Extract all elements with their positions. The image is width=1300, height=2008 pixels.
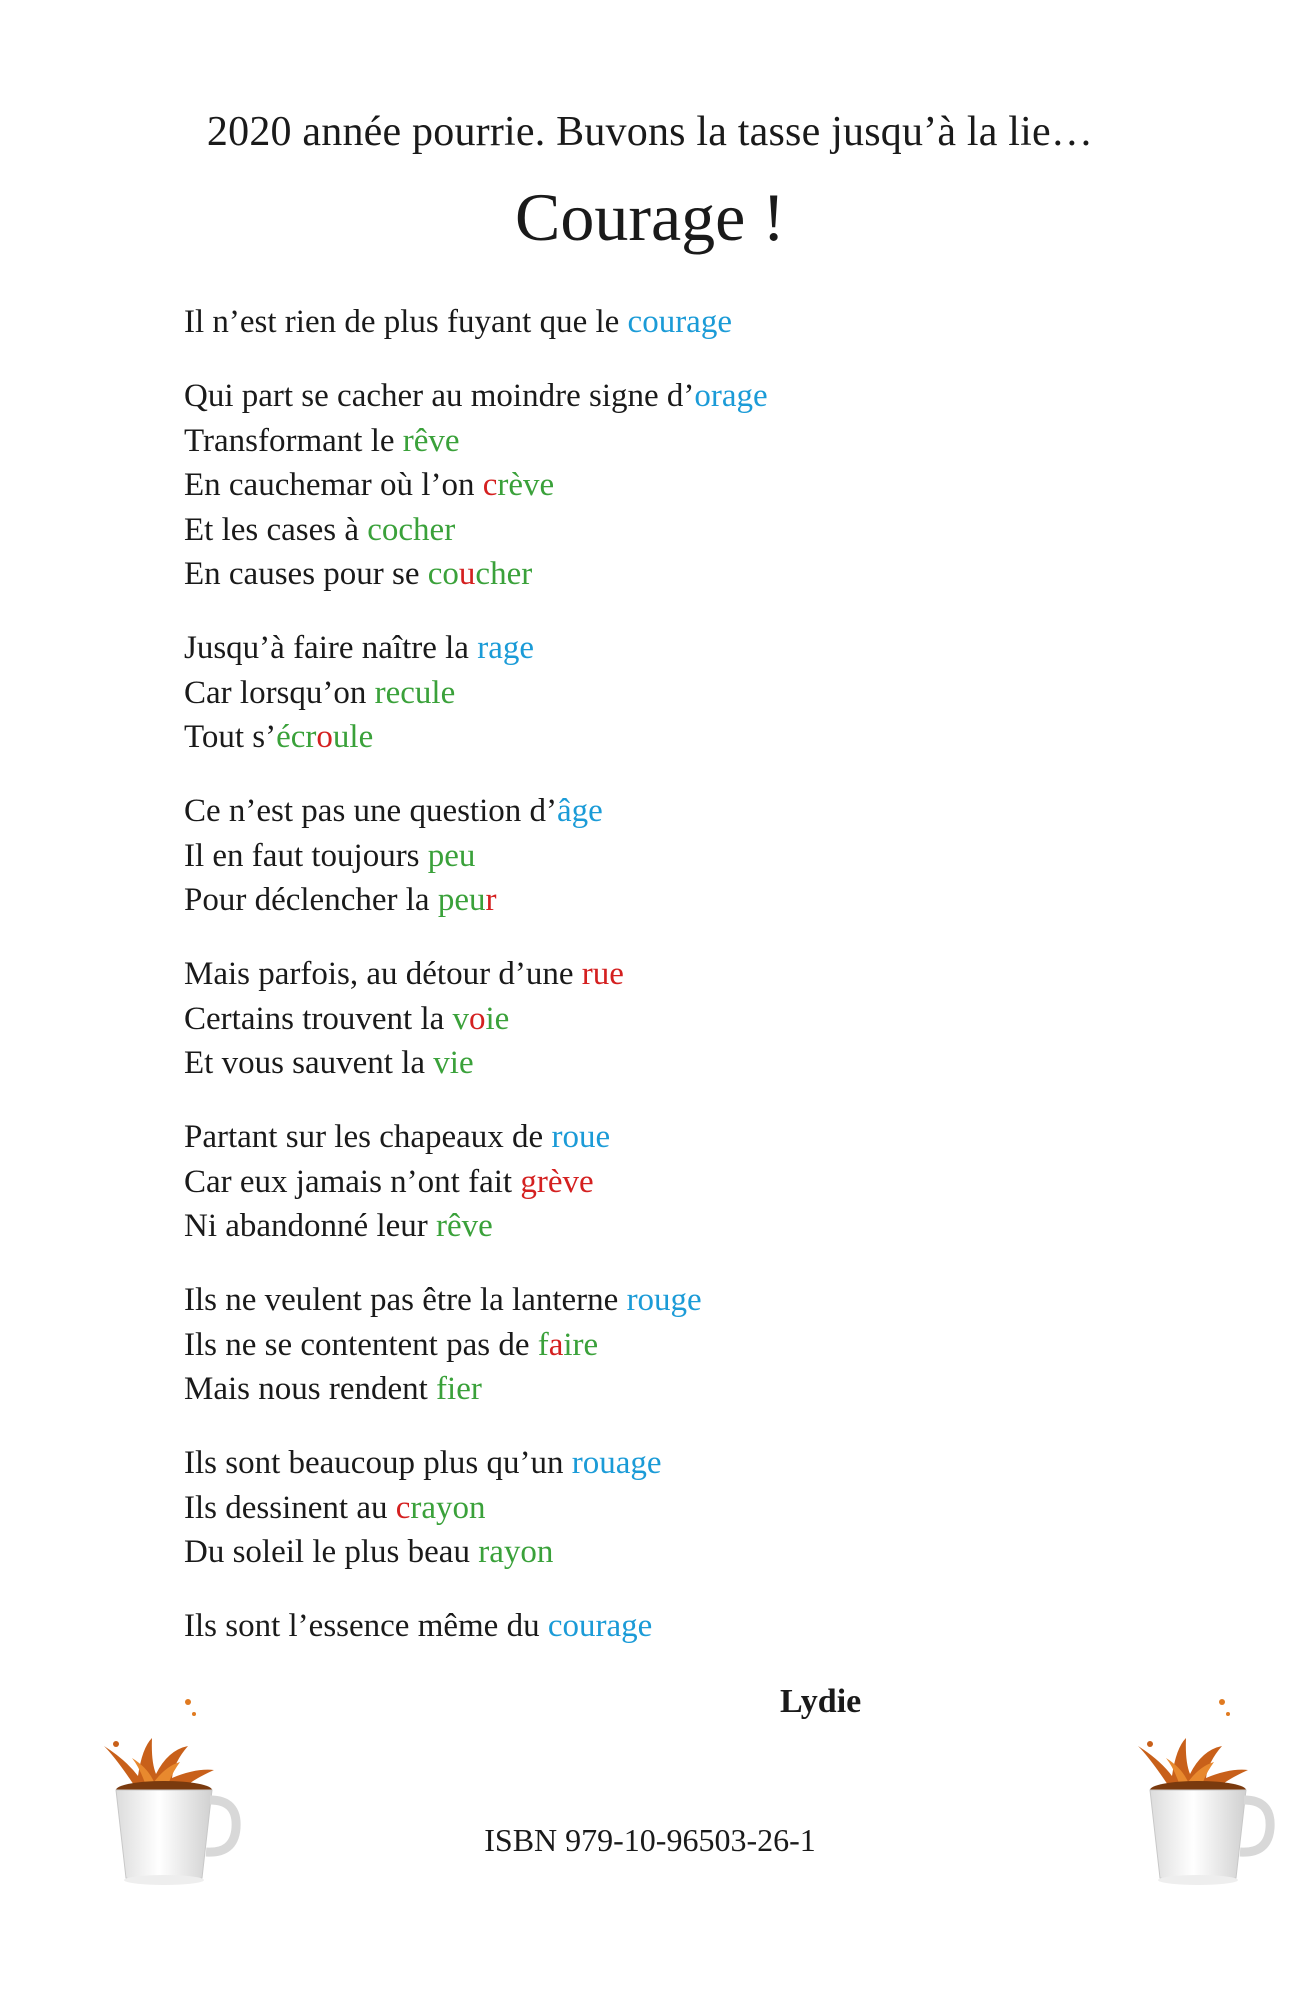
rhyme-highlight: peu (427, 837, 476, 874)
poem-stanza (184, 952, 1184, 1086)
rhyme-highlight: cocher (367, 511, 456, 548)
rhyme-highlight: roue (551, 1119, 611, 1155)
poem-text: Transformant le (184, 422, 403, 459)
poem-stanza (184, 1278, 1184, 1412)
signature: Lydie (780, 1683, 862, 1720)
poem-line (184, 789, 1184, 834)
page-title: Courage ! (514, 179, 785, 255)
poem-text: Du soleil le plus beau (184, 1534, 479, 1570)
poem-line (184, 1278, 1184, 1323)
subtitle: 2020 année pourrie. Buvons la tasse jusqu’à la lie… (206, 109, 1094, 155)
poem-text: En cauchemar où l’on (184, 467, 483, 503)
poem-text: Car lorsqu’on (184, 674, 375, 711)
rhyme-highlight: co (427, 556, 459, 592)
poem-line (184, 300, 1184, 345)
poem-text: En causes pour se (184, 556, 428, 592)
poem-line (184, 1041, 1184, 1086)
rhyme-highlight: vie (433, 1045, 474, 1081)
rhyme-highlight: r (485, 882, 497, 918)
poem-stanza (184, 374, 1184, 597)
poem-line (184, 878, 1184, 923)
isbn: ISBN 979-10-96503-26-1 (484, 1822, 816, 1858)
rhyme-highlight: rêve (436, 1208, 493, 1244)
poem-line (184, 1323, 1184, 1368)
poem-text: Mais nous rendent (184, 1371, 437, 1407)
poem-line (184, 1441, 1184, 1486)
rhyme-highlight: o (469, 1000, 486, 1037)
poem-text: Ils ne veulent pas être la lanterne (184, 1282, 627, 1318)
poem-text: Ils sont l’essence même du (184, 1608, 548, 1644)
rhyme-highlight: rouge (626, 1282, 702, 1318)
poem-stanza (184, 1115, 1184, 1249)
rhyme-highlight: rue (581, 956, 624, 992)
rhyme-highlight: recule (374, 674, 456, 711)
poem-line (184, 952, 1184, 997)
poem-text: Car eux jamais n’ont fait (184, 1163, 521, 1200)
rhyme-highlight: o (316, 719, 333, 755)
poem-line (184, 419, 1184, 464)
poem-text: Il en faut toujours (184, 837, 428, 874)
rhyme-highlight: courage (547, 1608, 653, 1644)
rhyme-highlight: rouage (571, 1445, 662, 1481)
poem-line (184, 1604, 1184, 1649)
poem-text: Jusqu’à faire naître la (184, 630, 478, 666)
poem (184, 300, 1184, 1678)
rhyme-highlight: rève (497, 467, 555, 503)
poem-text: Ils ne se contentent pas de (184, 1326, 538, 1363)
rhyme-highlight: v (452, 1000, 470, 1037)
rhyme-highlight: cher (475, 556, 533, 592)
poem-line (184, 626, 1184, 671)
rhyme-highlight: c (482, 467, 498, 503)
poem-text: Partant sur les chapeaux de (184, 1119, 552, 1155)
rhyme-highlight: fier (436, 1371, 482, 1407)
rhyme-highlight: rêve (402, 422, 460, 459)
poem-text: Il n’est rien de plus fuyant que le (184, 304, 628, 340)
poem-text: Ils sont beaucoup plus qu’un (184, 1445, 572, 1481)
poem-line (184, 508, 1184, 553)
poem-line (184, 1367, 1184, 1412)
poem-text: Et les cases à (184, 511, 368, 548)
rhyme-highlight: âge (557, 793, 603, 829)
rhyme-highlight: courage (627, 304, 732, 340)
poem-line (184, 997, 1184, 1042)
rhyme-highlight: ule (332, 719, 374, 755)
poem-line (184, 715, 1184, 760)
rhyme-highlight: rage (477, 630, 534, 666)
poem-text: Pour déclencher la (184, 882, 438, 918)
poem-line (184, 1115, 1184, 1160)
poem-text: Et vous sauvent la (184, 1045, 434, 1081)
poem-line (184, 552, 1184, 597)
rhyme-highlight: ire (563, 1326, 599, 1363)
poem-text: Mais parfois, au détour d’une (184, 956, 582, 992)
rhyme-highlight: écr (276, 719, 317, 755)
poem-line (184, 1486, 1184, 1531)
poem-text: Ce n’est pas une question d’ (184, 793, 558, 829)
rhyme-highlight: rayon (410, 1489, 486, 1526)
poem-stanza (184, 789, 1184, 923)
rhyme-highlight: peu (437, 882, 486, 918)
poem-line (184, 834, 1184, 879)
rhyme-highlight: ie (485, 1000, 510, 1037)
rhyme-highlight: f (537, 1326, 549, 1363)
poem-text: Certains trouvent la (184, 1000, 453, 1037)
rhyme-highlight: orage (694, 378, 768, 414)
poem-stanza (184, 1604, 1184, 1649)
poem-stanza (184, 1441, 1184, 1575)
poem-line (184, 374, 1184, 419)
poem-stanza (184, 626, 1184, 760)
rhyme-highlight: a (548, 1326, 564, 1363)
poem-stanza (184, 300, 1184, 345)
poem-line (184, 1204, 1184, 1249)
rhyme-highlight: grève (520, 1163, 594, 1200)
poem-text: Tout s’ (184, 719, 277, 755)
rhyme-highlight: c (395, 1489, 411, 1526)
poem-line (184, 463, 1184, 508)
poem-text: Ils dessinent au (184, 1489, 396, 1526)
poem-line (184, 1530, 1184, 1575)
poem-line (184, 671, 1184, 716)
poem-line (184, 1160, 1184, 1205)
rhyme-highlight: u (458, 556, 476, 592)
poem-text: Ni abandonné leur (184, 1208, 436, 1244)
poem-text: Qui part se cacher au moindre signe d’ (184, 378, 695, 414)
rhyme-highlight: rayon (478, 1534, 554, 1570)
